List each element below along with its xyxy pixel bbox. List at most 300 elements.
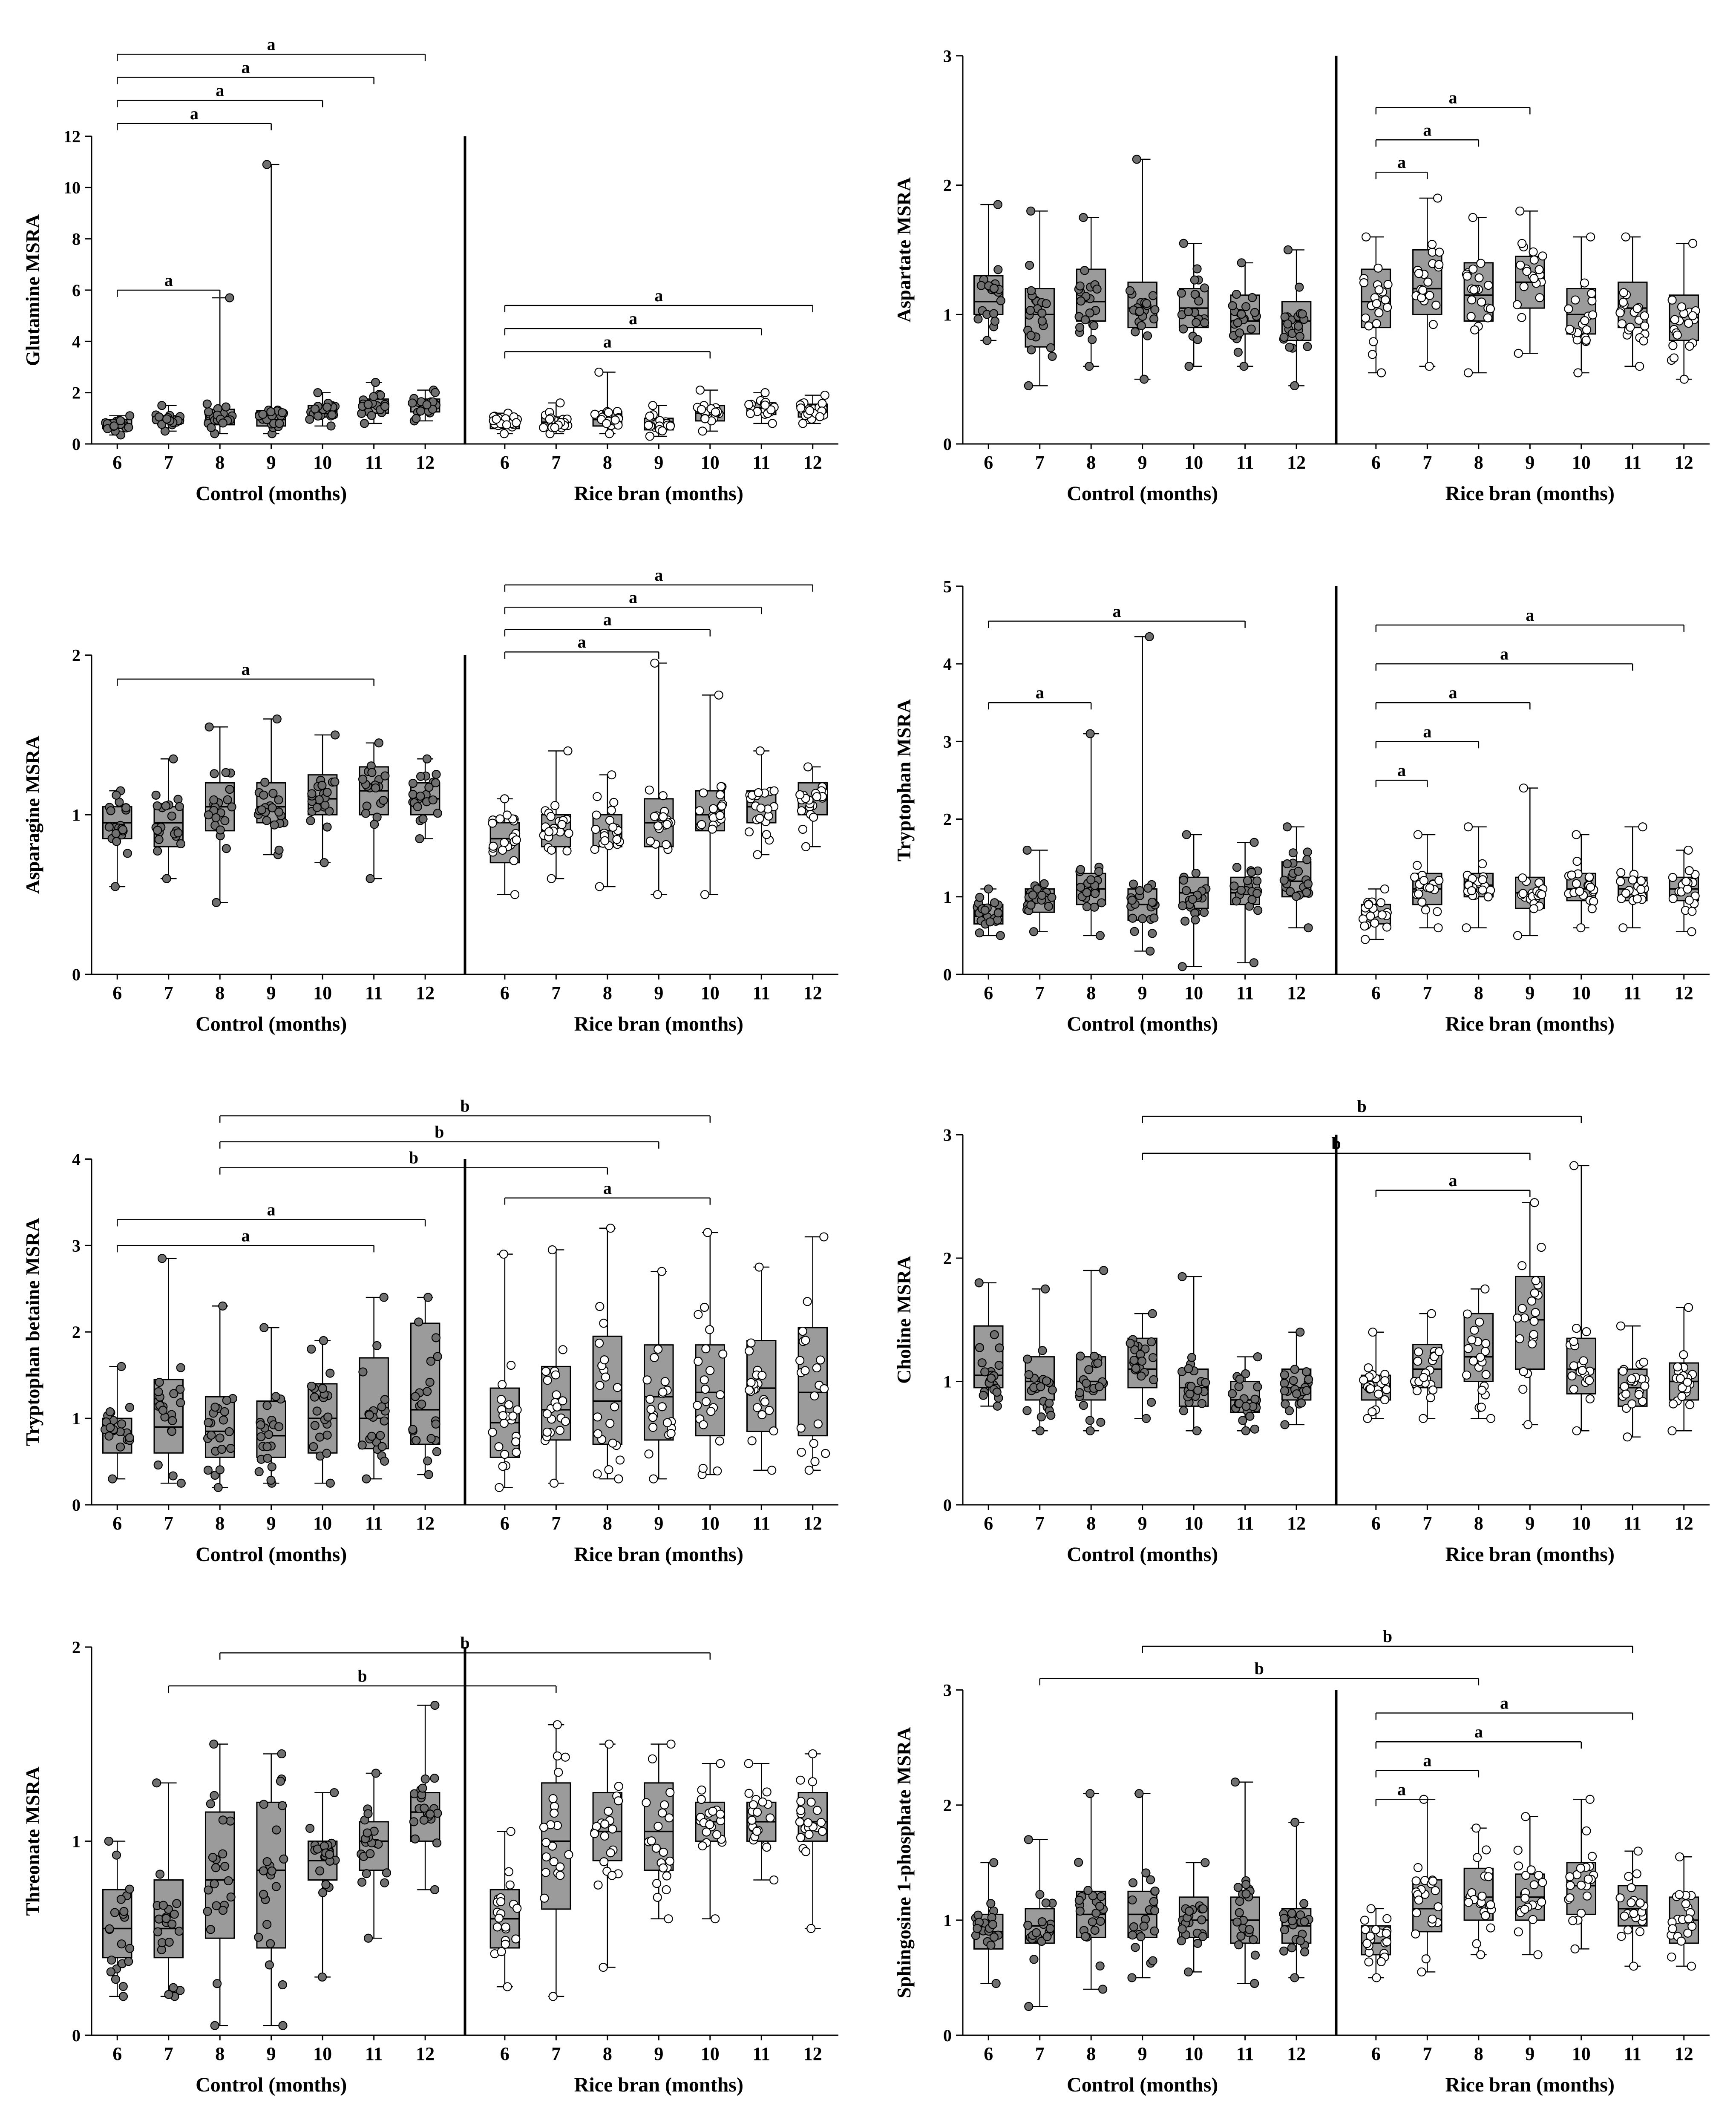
control-data-point [154, 1928, 162, 1936]
significance-label: b [435, 1122, 444, 1141]
control-data-point [1030, 928, 1038, 936]
control-data-point [1126, 287, 1134, 295]
rice_bran-data-point [1636, 1927, 1644, 1936]
rice_bran-data-point [1477, 298, 1486, 306]
rice_bran-data-point [705, 1821, 714, 1829]
boxplot-rice_bran-m6 [1360, 233, 1392, 377]
control-data-point [1178, 962, 1186, 971]
rice_bran-data-point [1584, 1875, 1592, 1883]
rice_bran-data-point [1532, 1276, 1540, 1285]
rice_bran-data-point [595, 1339, 603, 1347]
control-data-point [986, 918, 994, 926]
control-data-point [1030, 1955, 1038, 1963]
rice_bran-data-point [540, 1823, 548, 1831]
x-tick-label-month: 6 [1371, 2043, 1381, 2064]
boxplot-control-m11 [1228, 1353, 1262, 1435]
control-data-point [1094, 1359, 1102, 1367]
boxplot-control-m7 [1024, 207, 1056, 390]
control-data-point [985, 885, 993, 893]
control-data-point [1074, 1858, 1082, 1867]
control-data-point [1184, 1365, 1192, 1373]
control-data-point [378, 1403, 386, 1411]
control-data-point [990, 1858, 998, 1867]
rice_bran-data-point [601, 1820, 609, 1828]
rice_bran-data-point [745, 1386, 753, 1394]
boxplot-rice_bran-m10 [693, 1228, 727, 1478]
rice_bran-data-point [1369, 337, 1377, 346]
rice_bran-data-point [1415, 269, 1423, 277]
rice_bran-data-point [653, 1879, 661, 1887]
control-data-point [415, 1318, 423, 1326]
rice_bran-data-point [1519, 890, 1527, 898]
control-data-point [1201, 1379, 1209, 1387]
control-data-point [268, 1463, 276, 1471]
control-data-point [975, 1279, 983, 1287]
rice_bran-data-point [666, 1857, 674, 1865]
control-data-point [155, 835, 163, 844]
rice_bran-data-point [1514, 931, 1522, 939]
significance-bracket-c8-r8 [220, 1148, 607, 1175]
rice_bran-data-point [1619, 1367, 1627, 1375]
x-tick-label-month: 7 [1422, 2043, 1432, 2064]
rice_bran-data-point [1383, 303, 1391, 311]
rice_bran-data-point [768, 1466, 776, 1474]
rice_bran-data-point [801, 1366, 809, 1374]
rice_bran-data-point [1384, 280, 1392, 288]
control-data-point [1281, 1926, 1289, 1934]
control-data-point [1235, 1909, 1244, 1917]
control-data-point [426, 1810, 434, 1818]
control-data-point [1181, 917, 1189, 925]
rice_bran-data-point [1434, 1903, 1442, 1911]
control-data-point [261, 778, 269, 786]
control-data-point [1232, 897, 1241, 905]
control-data-point [419, 815, 427, 823]
rice_bran-data-point [754, 851, 762, 859]
y-tick-label: 3 [943, 732, 952, 752]
rice_bran-data-point [489, 1428, 497, 1436]
y-axis-title: Sphingosine 1-phosphate MSRA [893, 1727, 915, 1999]
x-tick-label-month: 9 [1525, 982, 1535, 1003]
control-data-point [1140, 1922, 1148, 1930]
x-tick-label-month: 6 [112, 1513, 122, 1534]
rice_bran-data-point [1375, 286, 1383, 294]
axes [943, 46, 1710, 454]
rice_bran-data-point [1537, 1898, 1546, 1906]
rice_bran-data-point [601, 837, 609, 845]
y-tick-label: 3 [943, 1125, 952, 1145]
control-data-point [991, 317, 999, 325]
control-data-point [1099, 1985, 1107, 1993]
significance-label: a [216, 81, 225, 100]
control-data-point [269, 789, 277, 798]
rice_bran-data-point [1433, 907, 1441, 916]
control-data-point [1133, 155, 1141, 163]
rice_bran-data-point [663, 1419, 671, 1427]
rice_bran-data-point [605, 1740, 613, 1748]
control-data-point [1199, 1905, 1207, 1913]
control-data-point [325, 1850, 334, 1858]
significance-bracket-r6-r11 [505, 309, 761, 335]
panel-aspartate-msra [888, 13, 1719, 522]
control-data-point [153, 826, 161, 834]
rice_bran-data-point [753, 1827, 761, 1835]
rice_bran-data-point [706, 1366, 714, 1374]
rice_bran-data-point [770, 787, 778, 795]
rice_bran-data-point [1378, 911, 1386, 919]
rice_bran-data-point [1682, 1900, 1690, 1908]
rice_bran-data-point [1576, 887, 1584, 896]
control-data-point [410, 1818, 418, 1826]
x-tick-label-month: 11 [1236, 2043, 1254, 2064]
boxplot-svg-tryptophan-msra [888, 543, 1719, 1050]
control-data-point [1236, 1375, 1244, 1383]
rice_bran-data-point [499, 1462, 507, 1470]
boxplot-rice_bran-m6 [489, 409, 521, 438]
rice_bran-data-point [556, 399, 564, 407]
boxplot-svg-asparagine-msra [17, 543, 848, 1050]
x-axis-title-control: Control (months) [196, 1543, 347, 1566]
control-data-point [1023, 1355, 1031, 1363]
boxplot-rice_bran-m11 [1616, 233, 1649, 371]
rice_bran-data-point [1420, 876, 1428, 884]
x-tick-label-month: 10 [1572, 982, 1591, 1003]
control-data-point [1234, 319, 1242, 327]
rice_bran-data-point [667, 1740, 675, 1748]
rice_bran-data-point [1472, 1824, 1480, 1832]
rice_bran-data-point [600, 1356, 608, 1364]
control-data-point [1191, 276, 1199, 284]
rice_bran-data-point [1428, 1915, 1437, 1923]
rice_bran-data-point [649, 1423, 657, 1432]
rice_bran-data-point [1425, 362, 1434, 370]
control-data-point [1195, 297, 1203, 305]
x-axis-title-control: Control (months) [196, 482, 347, 505]
control-data-point [255, 1468, 263, 1476]
control-data-point [1301, 1948, 1309, 1956]
control-data-point [1253, 889, 1261, 897]
rice_bran-data-point [1485, 1872, 1493, 1881]
boxplot-rice_bran-m9 [1514, 1812, 1547, 1959]
control-data-point [1097, 1418, 1105, 1426]
y-tick-label: 1 [72, 805, 81, 825]
rice_bran-data-point [602, 420, 610, 428]
boxplot-control-m8 [204, 1302, 237, 1492]
control-data-point [326, 1479, 334, 1487]
rice_bran-data-point [1641, 312, 1649, 320]
rice_bran-data-point [810, 1439, 818, 1447]
control-data-point [996, 931, 1005, 939]
control-data-point [319, 1889, 327, 1897]
rice_bran-data-point [1520, 1368, 1528, 1376]
control-data-point [431, 1886, 439, 1894]
control-data-point [995, 1361, 1003, 1369]
rice_bran-data-point [498, 1947, 506, 1956]
y-tick-label: 6 [72, 280, 81, 300]
control-data-point [1047, 344, 1055, 352]
x-tick-label-month: 12 [416, 452, 435, 473]
significance-label: b [1382, 1626, 1393, 1646]
boxplot-rice_bran-m10 [1564, 831, 1598, 932]
control-data-point [1083, 889, 1091, 897]
rice_bran-data-point [696, 386, 704, 394]
control-data-point [1235, 329, 1244, 337]
rice_bran-data-point [649, 1475, 657, 1483]
control-data-point [1126, 1339, 1134, 1347]
rice_bran-data-point [610, 798, 618, 807]
rice_bran-data-point [1411, 1930, 1419, 1938]
y-tick-label: 4 [72, 332, 81, 351]
control-data-point [1143, 300, 1151, 308]
control-data-point [173, 1899, 181, 1907]
rice_bran-data-point [1516, 207, 1524, 215]
control-data-point [433, 1809, 441, 1817]
rice_bran-data-point [1434, 194, 1442, 202]
rice_bran-data-point [1411, 873, 1419, 881]
rice_bran-data-point [701, 1385, 709, 1393]
control-data-point [169, 1984, 177, 1992]
control-data-point [1025, 1371, 1033, 1379]
y-tick-label: 2 [72, 1637, 81, 1657]
x-tick-label-month: 12 [1287, 982, 1306, 1003]
control-data-point [111, 882, 119, 890]
rice_bran-data-point [1469, 213, 1477, 222]
control-data-point [423, 1387, 431, 1395]
boxplot-control-m8 [204, 1740, 235, 2030]
control-data-point [1136, 307, 1144, 315]
rice_bran-data-point [542, 1367, 550, 1375]
rice_bran-data-point [698, 1842, 706, 1850]
control-data-point [989, 1920, 997, 1928]
y-tick-label: 2 [943, 1795, 952, 1815]
rice_bran-data-point [1414, 1357, 1422, 1365]
rice_bran-data-point [1589, 897, 1598, 905]
control-data-point [308, 789, 316, 798]
rice_bran-data-point [547, 875, 556, 883]
rice_bran-data-point [1360, 279, 1368, 287]
control-data-point [256, 1421, 265, 1429]
x-tick-label-month: 11 [1624, 452, 1642, 473]
rice_bran-data-point [1637, 877, 1645, 885]
control-data-point [993, 1388, 1001, 1396]
significance-bracket-r6-r8 [1376, 722, 1479, 748]
control-data-point [158, 401, 166, 409]
x-tick-label-month: 8 [1474, 982, 1483, 1003]
rice_bran-data-point [713, 1467, 721, 1475]
boxplot-rice_bran-m8 [590, 1740, 623, 1971]
x-tick-label-month: 6 [112, 2043, 122, 2064]
x-tick-label-month: 9 [1137, 452, 1147, 473]
y-tick-label: 2 [72, 383, 81, 403]
rice_bran-data-point [1536, 294, 1544, 302]
control-data-point [1142, 1414, 1150, 1423]
x-axis-title-ricebran: Rice bran (months) [1445, 1013, 1615, 1035]
boxplot-control-m10 [1177, 239, 1209, 371]
control-data-point [1234, 348, 1242, 356]
control-data-point [267, 1476, 275, 1484]
rice_bran-data-point [1574, 369, 1582, 377]
control-data-point [1253, 1383, 1261, 1391]
rice_bran-data-point [1679, 1351, 1687, 1359]
rice_bran-data-point [613, 1383, 622, 1391]
rice_bran-data-point [761, 401, 769, 409]
rice_bran-data-point [1617, 1322, 1625, 1330]
control-data-point [1303, 856, 1311, 864]
rice_bran-data-point [542, 1853, 550, 1861]
boxplot-control-m9 [255, 161, 288, 438]
control-data-point [207, 1431, 215, 1439]
rice_bran-data-point [543, 1410, 551, 1418]
control-data-point [1143, 332, 1152, 340]
x-tick-label-month: 12 [1287, 452, 1306, 473]
rice_bran-data-point [1486, 1901, 1494, 1909]
rice_bran-data-point [512, 419, 520, 427]
boxplot-control-m10 [1178, 1273, 1209, 1435]
rice_bran-data-point [605, 409, 613, 417]
boxplot-rice_bran-m12 [796, 763, 828, 850]
rice_bran-data-point [1685, 896, 1693, 904]
rice_bran-data-point [1369, 1328, 1377, 1336]
control-data-point [1138, 1357, 1146, 1365]
x-tick-label-month: 7 [164, 1513, 173, 1534]
rice_bran-data-point [1616, 1894, 1624, 1902]
rice_bran-data-point [718, 802, 726, 810]
control-data-point [373, 1342, 381, 1350]
control-data-point [177, 840, 185, 848]
rice_bran-data-point [747, 1339, 755, 1347]
control-data-point [371, 784, 380, 792]
rice_bran-data-point [594, 1430, 602, 1438]
boxplot-svg-sphingosine-1-phosphate-msra [888, 1604, 1719, 2111]
control-data-point [306, 1824, 314, 1832]
rice_bran-data-point [748, 1437, 756, 1445]
x-tick-label-month: 9 [266, 452, 276, 473]
control-data-point [1193, 1427, 1201, 1435]
rice_bran-data-point [1629, 1962, 1638, 1970]
control-data-point [974, 315, 982, 323]
rice_bran-data-point [511, 890, 519, 899]
control-data-point [1149, 1354, 1157, 1362]
control-data-point [1228, 1390, 1236, 1398]
control-data-point [227, 1444, 235, 1452]
rice_bran-data-point [797, 807, 806, 815]
rice_bran-data-point [769, 1427, 777, 1435]
boxplot-control-m11 [1231, 1778, 1259, 1988]
control-data-point [213, 1979, 221, 1988]
rice_bran-data-point [713, 1831, 721, 1839]
significance-bracket-r6-r8 [1376, 1751, 1479, 1777]
rice_bran-data-point [545, 828, 553, 836]
control-data-point [1048, 352, 1057, 360]
rice_bran-data-point [658, 1268, 666, 1276]
control-data-point [1250, 838, 1258, 847]
rice_bran-data-point [645, 421, 653, 429]
rice_bran-data-point [561, 1753, 570, 1761]
rice_bran-data-point [745, 400, 753, 409]
rice_bran-data-point [1676, 1853, 1684, 1861]
control-data-point [990, 1331, 999, 1339]
rice_bran-data-point [1530, 256, 1538, 264]
rice_bran-data-point [697, 406, 705, 414]
rice_bran-data-point [818, 400, 826, 408]
y-tick-label: 4 [72, 1149, 81, 1169]
rice_bran-data-point [1365, 1958, 1373, 1966]
rice_bran-data-point [1570, 1362, 1578, 1370]
rice_bran-data-point [1566, 1872, 1574, 1881]
rice_bran-data-point [504, 1983, 512, 1991]
significance-label: b [460, 1633, 470, 1653]
rice_bran-data-point [1383, 1915, 1391, 1923]
x-tick-label-month: 6 [500, 982, 510, 1003]
control-data-point [433, 1448, 441, 1456]
rice_bran-data-point [663, 821, 671, 829]
control-data-point [1135, 1789, 1143, 1798]
control-data-point [372, 1769, 380, 1777]
boxplot-control-m9 [1126, 1310, 1158, 1423]
rice_bran-data-point [512, 1437, 520, 1446]
x-tick-label-month: 8 [1086, 1513, 1096, 1534]
rice_bran-data-point [807, 1798, 815, 1806]
significance-label: a [1448, 1170, 1457, 1190]
rice_bran-data-point [1517, 314, 1526, 322]
rice_bran-data-point [1413, 861, 1421, 870]
y-tick-label: 2 [72, 645, 81, 665]
boxplot-rice_bran-m10 [1564, 1795, 1598, 1953]
rice_bran-data-point [1381, 296, 1389, 304]
rice_bran-data-point [1687, 1962, 1696, 1970]
control-data-point [1023, 1406, 1031, 1414]
control-data-point [163, 875, 171, 883]
control-data-point [1178, 1925, 1186, 1933]
control-data-point [990, 899, 999, 907]
control-data-point [359, 1368, 367, 1376]
control-data-point [207, 423, 215, 432]
rice_bran-data-point [650, 1354, 658, 1362]
control-data-point [1199, 1933, 1207, 1941]
control-data-point [412, 415, 420, 423]
control-data-point [1024, 1921, 1032, 1929]
boxplot-rice_bran-m9 [645, 401, 674, 440]
y-tick-label: 1 [72, 1409, 81, 1429]
control-data-point [219, 419, 227, 427]
control-data-point [1300, 1918, 1308, 1926]
rice_bran-data-point [600, 1858, 608, 1866]
rice_bran-data-point [1363, 1939, 1371, 1947]
control-data-point [216, 1466, 224, 1474]
control-data-point [106, 1408, 114, 1416]
x-tick-label-month: 8 [602, 2043, 612, 2064]
control-data-point [163, 415, 171, 423]
control-data-point [1140, 375, 1148, 383]
control-data-point [1242, 1427, 1250, 1435]
control-data-point [1284, 246, 1292, 254]
rice_bran-data-point [708, 825, 717, 833]
control-data-point [1283, 860, 1291, 868]
control-data-point [1149, 1957, 1157, 1965]
rice_bran-data-point [1568, 1372, 1576, 1380]
rice_bran-data-point [500, 1250, 508, 1258]
control-data-point [278, 409, 286, 417]
control-data-point [1201, 1858, 1209, 1867]
rice_bran-data-point [1428, 1310, 1436, 1318]
control-data-point [383, 1869, 391, 1877]
control-data-point [263, 1401, 271, 1409]
significance-bracket-r6-r7 [1376, 761, 1427, 787]
rice_bran-data-point [1432, 301, 1440, 309]
rice_bran-data-point [796, 791, 804, 799]
control-data-point [170, 1910, 178, 1919]
rice_bran-data-point [1382, 1929, 1391, 1937]
